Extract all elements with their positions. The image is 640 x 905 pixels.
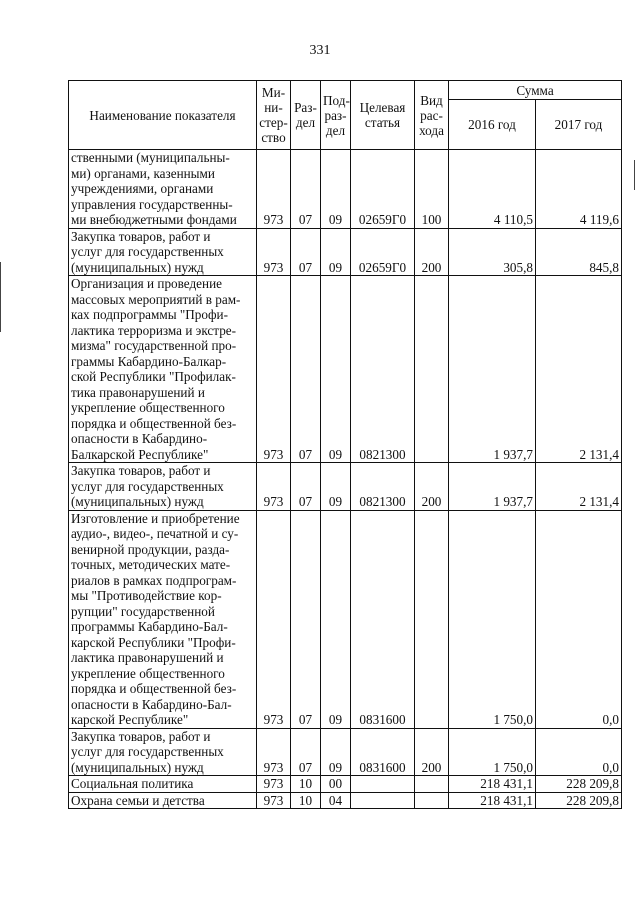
header-section: Раз- дел bbox=[291, 81, 321, 150]
row-subsection: 09 bbox=[321, 463, 351, 511]
row-name: Закупка товаров, работ и услуг для государственных (муниципальных) нужд bbox=[69, 228, 257, 276]
row-name: Организация и проведение массовых мероприятий в рам- ках подпрограммы "Профи- лактика терроризма и экстре- мизма" государственной про- граммы Кабардино-Балкар- ской Республики "Профилак- тика правонарушений и укрепление общественного порядка и общественной без- опасности в Кабардино- Балкарской Республике" bbox=[69, 276, 257, 463]
row-target: 0821300 bbox=[351, 276, 415, 463]
row-section: 07 bbox=[291, 228, 321, 276]
row-value-2017: 4 119,6 bbox=[536, 150, 622, 229]
header-year-2016: 2016 год bbox=[449, 100, 536, 150]
header-year-2017: 2017 год bbox=[536, 100, 622, 150]
row-name: Закупка товаров, работ и услуг для государственных (муниципальных) нужд bbox=[69, 728, 257, 776]
row-value-2016: 4 110,5 bbox=[449, 150, 536, 229]
row-subsection: 09 bbox=[321, 276, 351, 463]
header-name: Наименование показателя bbox=[69, 81, 257, 150]
row-subsection: 04 bbox=[321, 792, 351, 809]
row-ministry: 973 bbox=[257, 728, 291, 776]
row-value-2016: 218 431,1 bbox=[449, 776, 536, 793]
row-ministry: 973 bbox=[257, 510, 291, 728]
row-section: 07 bbox=[291, 728, 321, 776]
row-value-2016: 218 431,1 bbox=[449, 792, 536, 809]
budget-table bbox=[68, 80, 622, 809]
row-value-2017: 228 209,8 bbox=[536, 792, 622, 809]
row-value-2017: 0,0 bbox=[536, 510, 622, 728]
row-section: 07 bbox=[291, 150, 321, 229]
table-row bbox=[69, 276, 622, 463]
row-section: 07 bbox=[291, 463, 321, 511]
row-expense-type bbox=[415, 510, 449, 728]
row-ministry: 973 bbox=[257, 276, 291, 463]
page-number: 331 bbox=[309, 43, 331, 58]
header-expense-type: Вид рас- хода bbox=[415, 81, 449, 150]
table-row bbox=[69, 510, 622, 728]
table-row bbox=[69, 463, 622, 511]
row-expense-type: 200 bbox=[415, 463, 449, 511]
row-ministry: 973 bbox=[257, 150, 291, 229]
table-row bbox=[69, 728, 622, 776]
row-value-2016: 1 750,0 bbox=[449, 728, 536, 776]
row-section: 07 bbox=[291, 276, 321, 463]
row-value-2016: 1 937,7 bbox=[449, 276, 536, 463]
row-name: Закупка товаров, работ и услуг для государственных (муниципальных) нужд bbox=[69, 463, 257, 511]
right-margin-mark bbox=[634, 160, 635, 190]
row-value-2017: 845,8 bbox=[536, 228, 622, 276]
row-subsection: 09 bbox=[321, 728, 351, 776]
table-row bbox=[69, 228, 622, 276]
row-target: 0821300 bbox=[351, 463, 415, 511]
row-expense-type bbox=[415, 276, 449, 463]
row-value-2017: 2 131,4 bbox=[536, 463, 622, 511]
row-ministry: 973 bbox=[257, 228, 291, 276]
row-value-2016: 305,8 bbox=[449, 228, 536, 276]
row-expense-type: 100 bbox=[415, 150, 449, 229]
row-target: 02659Г0 bbox=[351, 150, 415, 229]
row-target bbox=[351, 776, 415, 793]
table-row bbox=[69, 776, 622, 793]
row-ministry: 973 bbox=[257, 776, 291, 793]
table-row bbox=[69, 150, 622, 229]
row-target: 0831600 bbox=[351, 510, 415, 728]
left-margin-mark bbox=[0, 262, 1, 332]
row-subsection: 00 bbox=[321, 776, 351, 793]
row-value-2017: 228 209,8 bbox=[536, 776, 622, 793]
row-subsection: 09 bbox=[321, 510, 351, 728]
row-target: 02659Г0 bbox=[351, 228, 415, 276]
table-row bbox=[69, 792, 622, 809]
row-expense-type: 200 bbox=[415, 728, 449, 776]
row-subsection: 09 bbox=[321, 228, 351, 276]
row-section: 10 bbox=[291, 776, 321, 793]
row-section: 07 bbox=[291, 510, 321, 728]
row-value-2016: 1 750,0 bbox=[449, 510, 536, 728]
row-expense-type: 200 bbox=[415, 228, 449, 276]
row-name: Охрана семьи и детства bbox=[69, 792, 257, 809]
header-subsection: Под- раз- дел bbox=[321, 81, 351, 150]
header-ministry: Ми- ни- стер- ство bbox=[257, 81, 291, 150]
row-value-2016: 1 937,7 bbox=[449, 463, 536, 511]
header-sum: Сумма bbox=[449, 81, 622, 100]
row-target bbox=[351, 792, 415, 809]
row-ministry: 973 bbox=[257, 792, 291, 809]
header-target: Целевая статья bbox=[351, 81, 415, 150]
row-subsection: 09 bbox=[321, 150, 351, 229]
row-name: ственными (муниципальны- ми) органами, казенными учреждениями, органами управления государственны- ми внебюджетными фондами bbox=[69, 150, 257, 229]
row-value-2017: 2 131,4 bbox=[536, 276, 622, 463]
row-expense-type bbox=[415, 776, 449, 793]
row-section: 10 bbox=[291, 792, 321, 809]
row-expense-type bbox=[415, 792, 449, 809]
row-target: 0831600 bbox=[351, 728, 415, 776]
row-name: Социальная политика bbox=[69, 776, 257, 793]
row-ministry: 973 bbox=[257, 463, 291, 511]
row-value-2017: 0,0 bbox=[536, 728, 622, 776]
row-name: Изготовление и приобретение аудио-, видео-, печатной и су- венирной продукции, разда- точных, методических мате- риалов в рамках подпрограм- мы "Противодействие кор- рупции" государственной программы Кабардино-Бал- карской Республики "Профи- лактика правонарушений и укрепление общественного порядка и общественной без- опасности в Кабардино-Бал- карской Республике" bbox=[69, 510, 257, 728]
